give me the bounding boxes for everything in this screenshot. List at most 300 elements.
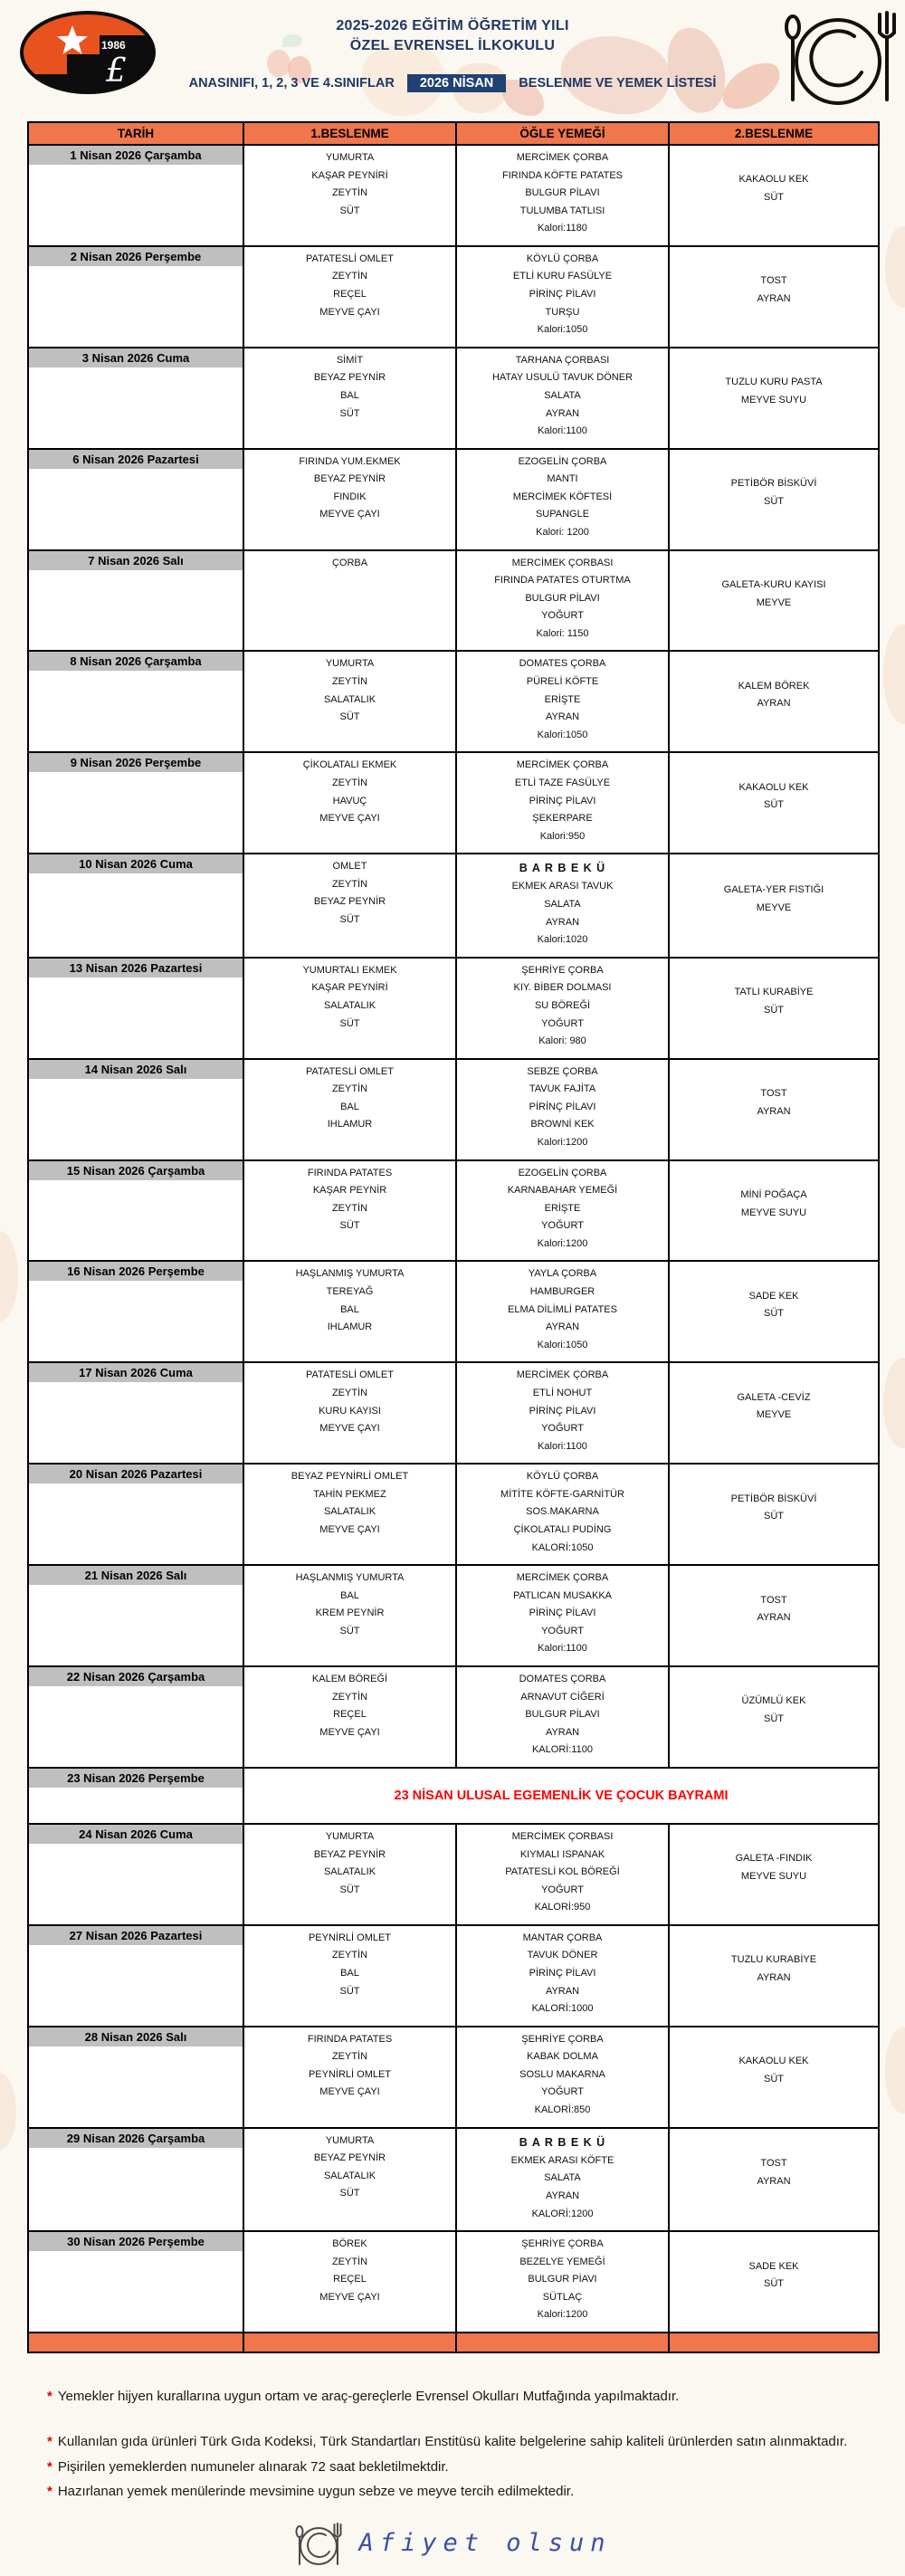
menu-row	[28, 1059, 879, 1160]
date-label: 15 Nisan 2026 Çarşamba	[29, 1161, 243, 1180]
edge-decoration	[883, 1358, 905, 1448]
date-label: 3 Nisan 2026 Cuma	[29, 348, 243, 367]
menu-item: PİRİNÇ PİLAVI	[529, 1101, 596, 1112]
plate-cutlery-icon	[767, 2, 903, 116]
menu-item: EKMEK ARASI KÖFTE	[510, 2154, 614, 2166]
menu-item: MANTI	[547, 473, 578, 485]
menu-item: ZEYTİN	[331, 187, 368, 199]
menu-item: ZEYTİN	[331, 676, 368, 688]
asterisk-icon: *	[47, 2434, 52, 2450]
menu-row	[28, 145, 879, 246]
menu-item: PETİBÖR BİSKÜVİ	[730, 1493, 817, 1504]
menu-item: AYRAN	[757, 1971, 791, 1983]
menu-item: PATATESLİ OMLET	[306, 1065, 394, 1077]
menu-item: ZEYTİN	[331, 1691, 368, 1703]
breakfast-cell	[243, 958, 456, 1059]
menu-item: TOST	[760, 275, 787, 287]
menu-item: KIY. BİBER DOLMASI	[513, 982, 612, 994]
menu-item: MEYVE ÇAYI	[319, 1726, 380, 1738]
menu-item: TOST	[760, 1594, 787, 1606]
menu-row	[28, 1464, 879, 1565]
lunch-cell	[456, 1925, 669, 2027]
menu-item: SÜT	[764, 1308, 784, 1320]
edge-decoration	[0, 1231, 18, 1321]
menu-item: KAŞAR PEYNİR	[312, 1185, 387, 1197]
menu-row	[28, 2128, 879, 2232]
menu-item: BEYAZ PEYNİR	[313, 473, 386, 485]
date-label: 20 Nisan 2026 Pazartesi	[29, 1465, 243, 1484]
menu-row	[28, 651, 879, 752]
lunch-cell	[456, 2231, 669, 2333]
menu-item: ŞEHRİYE ÇORBA	[521, 964, 604, 976]
menu-item: MERCİMEK ÇORBA	[516, 759, 609, 771]
menu-row	[28, 1824, 879, 1925]
menu-item: ETLİ KURU FASÜLYE	[512, 271, 613, 282]
menu-item: MERCİMEK ÇORBA	[516, 1572, 609, 1584]
menu-item: DOMATES ÇORBA	[519, 658, 606, 670]
menu-item: SALATA	[544, 899, 581, 911]
menu-item: BAL	[340, 389, 359, 401]
menu-item: ZEYTİN	[331, 1950, 368, 1961]
menu-item: ETLİ NOHUT	[532, 1387, 593, 1398]
menu-item: TAVUK DÖNER	[527, 1950, 598, 1961]
menu-item: AYRAN	[757, 292, 791, 304]
date-cell	[28, 1925, 243, 2027]
breakfast-cell	[243, 1666, 456, 1768]
menu-item: KAKAOLU KEK	[738, 2056, 809, 2067]
date-label: 6 Nisan 2026 Pazartesi	[29, 450, 243, 469]
menu-item: ERİŞTE	[544, 693, 581, 705]
menu-item: YOĞURT	[541, 1017, 584, 1029]
menu-item: EZOGELİN ÇORBA	[518, 1167, 607, 1178]
menu-item: BAL	[340, 1303, 359, 1315]
menu-item: HATAY USULÜ TAVUK DÖNER	[491, 372, 634, 384]
menu-item: PİRİNÇ PİLAVI	[529, 1405, 596, 1417]
footnote-text: Hazırlanan yemek menülerinde mevsimine uygun sebze ve meyve tercih edilmektedir.	[57, 2483, 575, 2499]
date-label: 27 Nisan 2026 Pazartesi	[29, 1926, 243, 1945]
lunch-cell	[456, 449, 669, 550]
banner	[0, 0, 905, 119]
menu-item: YOĞURT	[541, 2086, 584, 2098]
menu-item: TEREYAĞ	[326, 1286, 374, 1298]
menu-item: EKMEK ARASI TAVUK	[511, 881, 614, 892]
date-cell	[28, 958, 243, 1059]
menu-item: ETLİ TAZE FASÜLYE	[514, 777, 611, 788]
menu-item: SÜT	[764, 1004, 784, 1016]
snack-cell	[669, 2027, 879, 2128]
menu-item: SALATALIK	[323, 999, 376, 1011]
menu-item: Kalori:1200	[537, 2309, 588, 2321]
menu-item: BULGUR PİLAVI	[525, 1709, 600, 1721]
classes-label: ANASINIFI, 1, 2, 3 VE 4.SINIFLAR	[188, 76, 395, 91]
menu-item: SÜT	[339, 1884, 360, 1895]
menu-item: Kalori:1100	[538, 1440, 587, 1452]
lunch-cell	[456, 1666, 669, 1768]
menu-row	[28, 752, 879, 854]
lunch-cell	[456, 854, 669, 958]
snack-cell	[669, 246, 879, 348]
breakfast-cell	[243, 752, 456, 854]
menu-item: MEYVE SUYU	[740, 1207, 807, 1218]
menu-item: BEYAZ PEYNİR	[313, 372, 386, 384]
menu-item: Kalori:950	[539, 830, 586, 842]
band-cell	[243, 2333, 456, 2352]
breakfast-cell	[243, 2027, 456, 2128]
menu-item: PİRİNÇ PİLAVI	[529, 289, 596, 301]
menu-item: Kalori: 1200	[536, 526, 589, 538]
menu-item: KAKAOLU KEK	[738, 174, 809, 186]
menu-item: SÜT	[764, 1511, 784, 1522]
footnote	[47, 2458, 869, 2476]
lunch-cell	[456, 752, 669, 854]
band-cell	[28, 2333, 243, 2352]
menu-item: KAKAOLU KEK	[738, 781, 809, 793]
lunch-cell	[456, 348, 669, 449]
menu-item: MEYVE SUYU	[740, 1870, 807, 1882]
holiday-row	[28, 1768, 879, 1824]
menu-item: SÜT	[339, 1017, 360, 1029]
menu-item: SÜT	[339, 1985, 360, 1997]
menu-item: SÜT	[339, 407, 360, 419]
lunch-cell	[456, 2128, 669, 2232]
date-label: 7 Nisan 2026 Salı	[29, 551, 243, 570]
lunch-cell	[456, 1464, 669, 1565]
menu-item: SÜT	[339, 2188, 360, 2199]
menu-item: OMLET	[332, 861, 367, 873]
menu-item: KALORİ:1100	[531, 1744, 594, 1756]
breakfast-cell	[243, 1925, 456, 2027]
menu-item: AYRAN	[545, 2190, 580, 2201]
snack-cell	[669, 651, 879, 752]
menu-item: ŞEHRİYE ÇORBA	[521, 2033, 604, 2045]
menu-item: PETİBÖR BİSKÜVİ	[730, 478, 817, 490]
menu-item: MERCİMEK ÇORBA	[516, 1369, 609, 1381]
snack-cell	[669, 449, 879, 550]
date-label: 1 Nisan 2026 Çarşamba	[29, 146, 243, 165]
menu-item: SÜT	[764, 2278, 784, 2290]
menu-row	[28, 1362, 879, 1464]
menu-row	[28, 2027, 879, 2128]
menu-item: TUZLU KURU PASTA	[725, 377, 823, 388]
menu-item: DOMATES ÇORBA	[519, 1674, 606, 1685]
menu-item: MEYVE SUYU	[740, 394, 807, 405]
menu-item: Kalori:1100	[538, 425, 587, 437]
menu-item: KALORİ:1000	[531, 2003, 594, 2015]
date-cell	[28, 1464, 243, 1565]
menu-item: ZEYTİN	[331, 271, 368, 282]
menu-item: YUMURTA	[325, 2134, 375, 2146]
menu-item: ERİŞTE	[544, 1202, 581, 1214]
snack-cell	[669, 1362, 879, 1464]
lunch-cell	[456, 550, 669, 652]
band-cell	[456, 2333, 669, 2352]
date-cell	[28, 2128, 243, 2232]
date-cell	[28, 1261, 243, 1362]
menu-item: AYRAN	[757, 698, 791, 710]
date-cell	[28, 752, 243, 854]
menu-item: SALATALIK	[323, 693, 376, 705]
menu-row	[28, 348, 879, 449]
menu-item: REÇEL	[333, 289, 367, 301]
menu-item: ELMA DİLİMLİ PATATES	[508, 1303, 617, 1315]
date-label: 10 Nisan 2026 Cuma	[29, 854, 243, 873]
menu-item: KÖYLÜ ÇORBA	[526, 1471, 599, 1483]
breakfast-cell	[243, 854, 456, 958]
menu-item: AYRAN	[545, 1726, 580, 1738]
edge-decoration	[883, 625, 905, 724]
date-label: 30 Nisan 2026 Perşembe	[29, 2232, 243, 2251]
menu-item: SÜT	[339, 711, 360, 723]
menu-item: YAYLA ÇORBA	[528, 1268, 597, 1280]
menu-item: IHLAMUR	[327, 1119, 373, 1131]
menu-item: SADE KEK	[748, 1290, 799, 1302]
menu-item: TULUMBA TATLISI	[519, 205, 605, 216]
menu-table	[27, 121, 880, 2353]
menu-item: PÜRELİ KÖFTE	[526, 676, 599, 688]
menu-item: SÜT	[339, 1220, 360, 1232]
menu-item: MİTİTE KÖFTE-GARNİTÜR	[500, 1488, 624, 1500]
menu-item: Kalori: 1150	[536, 627, 589, 639]
menu-item: SÜT	[764, 1713, 784, 1724]
menu-row	[28, 449, 879, 550]
menu-item: AYRAN	[545, 916, 580, 928]
footnote	[47, 2388, 869, 2406]
date-cell	[28, 145, 243, 246]
menu-item: KIYMALI ISPANAK	[519, 1848, 605, 1860]
edge-decoration	[885, 2027, 905, 2113]
asterisk-icon: *	[47, 2483, 52, 2499]
column-header-breakfast1: 1.BESLENME	[243, 122, 456, 145]
table-footer-band	[28, 2333, 879, 2352]
breakfast-cell	[243, 2128, 456, 2232]
menu-item: MERCİMEK ÇORBASI	[511, 557, 614, 568]
menu-item: ZEYTİN	[331, 1083, 368, 1095]
menu-item: TAHİN PEKMEZ	[313, 1488, 386, 1500]
menu-item: PİRİNÇ PİLAVI	[529, 1608, 596, 1619]
logo-letter-text: £	[106, 52, 127, 90]
holiday-banner: 23 NİSAN ULUSAL EGEMENLİK VE ÇOCUK BAYRAMI	[243, 1768, 879, 1824]
menu-item: ZEYTİN	[331, 2051, 368, 2063]
school-name-title: ÖZEL EVRENSEL İLKOKULU	[349, 37, 556, 53]
menu-item: KARNABAHAR YEMEĞİ	[507, 1185, 618, 1197]
menu-item: TUZLU KURABİYE	[730, 1954, 817, 1966]
column-header-breakfast2: 2.BESLENME	[669, 122, 879, 145]
snack-cell	[669, 2231, 879, 2333]
snack-cell	[669, 348, 879, 449]
menu-item: MEYVE ÇAYI	[319, 306, 380, 318]
menu-item: YUMURTA	[325, 1830, 375, 1842]
menu-item: PEYNİRLİ OMLET	[308, 1932, 392, 1943]
date-cell	[28, 1824, 243, 1925]
menu-item: HAŞLANMIŞ YUMURTA	[295, 1572, 405, 1584]
menu-item: Kalori:1200	[537, 1237, 588, 1249]
menu-item: ŞEKERPARE	[532, 813, 593, 825]
date-label: 23 Nisan 2026 Perşembe	[29, 1769, 243, 1788]
menu-item: IHLAMUR	[327, 1321, 373, 1333]
menu-item: BEYAZ PEYNİRLİ OMLET	[291, 1471, 409, 1483]
menu-item: KALORİ:1200	[531, 2208, 594, 2219]
menu-item: GALETA-YER FISTIĞI	[723, 883, 824, 895]
breakfast-cell	[243, 651, 456, 752]
menu-item: SALATA	[544, 389, 581, 401]
breakfast-cell	[243, 1160, 456, 1262]
menu-item: MİNİ POĞAÇA	[740, 1188, 807, 1200]
snack-cell	[669, 1464, 879, 1565]
menu-item: AYRAN	[757, 1612, 791, 1624]
menu-item: GALETA -CEVİZ	[737, 1391, 811, 1403]
menu-item: Kalori:1050	[537, 324, 588, 336]
menu-item: SOS.MAKARNA	[526, 1506, 599, 1518]
date-cell	[28, 246, 243, 348]
date-label: 29 Nisan 2026 Çarşamba	[29, 2129, 243, 2148]
lunch-cell	[456, 651, 669, 752]
menu-item: KALORİ:850	[534, 2104, 591, 2116]
menu-item: Kalori:1050	[537, 1339, 588, 1350]
menu-item: REÇEL	[333, 1709, 367, 1721]
menu-item: FIRINDA PATATES OTURTMA	[494, 575, 631, 587]
menu-item: MEYVE	[756, 596, 792, 608]
breakfast-cell	[243, 348, 456, 449]
menu-item: SOSLU MAKARNA	[519, 2068, 605, 2080]
menu-item: MEYVE ÇAYI	[319, 813, 380, 825]
breakfast-cell	[243, 449, 456, 550]
menu-item: ÇORBA	[331, 557, 368, 568]
asterisk-icon: *	[47, 2458, 52, 2475]
snack-cell	[669, 1261, 879, 1362]
lunch-title: B A R B E K Ü	[519, 2135, 606, 2149]
menu-item: YUMURTALI EKMEK	[302, 964, 397, 976]
lunch-cell	[456, 1362, 669, 1464]
breakfast-cell	[243, 1565, 456, 1666]
menu-item: AYRAN	[545, 1321, 580, 1333]
slogan: Afiyet olsun	[358, 2528, 612, 2557]
menu-item: AYRAN	[545, 407, 580, 419]
menu-item: SÜTLAÇ	[542, 2291, 583, 2303]
menu-item: PİRİNÇ PİLAVI	[529, 795, 596, 806]
lunch-title: B A R B E K Ü	[519, 862, 606, 875]
breakfast-cell	[243, 2231, 456, 2333]
menu-item: MEYVE ÇAYI	[319, 1523, 380, 1535]
menu-item: ZEYTİN	[331, 2256, 368, 2267]
menu-item: KALEM BÖREK	[738, 680, 810, 692]
menu-item: Kalori:1050	[537, 729, 588, 740]
menu-item: KÖYLÜ ÇORBA	[526, 253, 599, 264]
menu-item: SADE KEK	[748, 2260, 799, 2272]
snack-cell	[669, 854, 879, 958]
slogan-row	[0, 2514, 905, 2571]
date-label: 17 Nisan 2026 Cuma	[29, 1363, 243, 1382]
snack-cell	[669, 1565, 879, 1666]
menu-item: AYRAN	[545, 1985, 580, 1997]
plate-icon-small	[293, 2514, 344, 2571]
menu-item: MEYVE	[756, 1409, 792, 1421]
menu-item: YUMURTA	[325, 658, 375, 670]
menu-item: YOĞURT	[541, 1423, 584, 1435]
menu-item: SALATALIK	[323, 2170, 376, 2181]
menu-item: TARHANA ÇORBASI	[515, 354, 610, 366]
menu-item: MERCİMEK ÇORBASI	[511, 1830, 614, 1842]
date-cell	[28, 1160, 243, 1262]
menu-item: SÜT	[764, 799, 784, 811]
menu-item: KALORİ:950	[534, 1902, 591, 1913]
lunch-cell	[456, 958, 669, 1059]
breakfast-cell	[243, 1059, 456, 1160]
menu-item: KAŞAR PEYNİRİ	[311, 169, 388, 181]
menu-item: HAMBURGER	[529, 1286, 595, 1298]
menu-item: ARNAVUT CİĞERİ	[520, 1691, 605, 1703]
date-label: 2 Nisan 2026 Perşembe	[29, 247, 243, 266]
menu-item: FIRINDA PATATES	[307, 2033, 393, 2045]
snack-cell	[669, 1059, 879, 1160]
menu-row	[28, 1261, 879, 1362]
menu-item: MEYVE ÇAYI	[319, 1423, 380, 1435]
month-badge: 2026 NİSAN	[407, 74, 506, 92]
menu-item: MERCİMEK KÖFTESİ	[512, 491, 613, 502]
date-label: 28 Nisan 2026 Salı	[29, 2027, 243, 2046]
menu-item: SÜT	[764, 191, 784, 203]
menu-item: Kalori:1100	[538, 1643, 587, 1655]
logo-year-text: 1986	[101, 39, 126, 52]
date-label: 8 Nisan 2026 Çarşamba	[29, 652, 243, 671]
footnote-text: Pişirilen yemeklerden numuneler alınarak 72 saat bekletilmektdir.	[57, 2458, 449, 2475]
menu-item: KURU KAYISI	[319, 1405, 381, 1417]
menu-item: TATLI KURABİYE	[734, 987, 814, 998]
snack-cell	[669, 1666, 879, 1768]
menu-item: BAL	[340, 1101, 359, 1112]
menu-row	[28, 958, 879, 1059]
date-label: 24 Nisan 2026 Cuma	[29, 1825, 243, 1844]
list-label: BESLENME VE YEMEK LİSTESİ	[519, 76, 717, 91]
date-cell	[28, 449, 243, 550]
menu-item: Kalori:1180	[538, 223, 587, 234]
menu-item: SÜT	[339, 205, 360, 216]
menu-item: BULGUR PİLAVI	[525, 187, 600, 199]
menu-item: Kalori:1200	[537, 1137, 588, 1148]
lunch-cell	[456, 2027, 669, 2128]
menu-item: ŞEHRİYE ÇORBA	[521, 2238, 604, 2250]
menu-item: BÖREK	[332, 2238, 367, 2250]
lunch-cell	[456, 1565, 669, 1666]
menu-item: GALETA -FINDIK	[735, 1853, 813, 1865]
menu-item: MEYVE ÇAYI	[319, 2086, 380, 2098]
menu-row	[28, 854, 879, 958]
menu-item: TOST	[760, 2158, 787, 2170]
menu-row	[28, 1160, 879, 1262]
snack-cell	[669, 1925, 879, 2027]
menu-item: MEYVE	[756, 902, 792, 913]
menu-item: BULGUR PİAVI	[528, 2274, 597, 2285]
table-header-row	[28, 122, 879, 145]
menu-item: ÜZÜMLÜ KEK	[741, 1695, 806, 1707]
menu-item: SUPANGLE	[535, 509, 590, 520]
menu-item: SÜT	[339, 1625, 360, 1636]
menu-row	[28, 1565, 879, 1666]
menu-item: SALATALIK	[323, 1506, 376, 1518]
date-label: 14 Nisan 2026 Salı	[29, 1060, 243, 1079]
date-cell	[28, 1362, 243, 1464]
menu-item: YOĞURT	[541, 610, 584, 622]
menu-item: KABAK DOLMA	[527, 2051, 598, 2063]
breakfast-cell	[243, 1824, 456, 1925]
menu-item: PİRİNÇ PİLAVI	[529, 1967, 596, 1979]
snack-cell	[669, 2128, 879, 2232]
date-cell	[28, 1666, 243, 1768]
menu-item: FIRINDA YUM.EKMEK	[299, 455, 401, 467]
menu-item: AYRAN	[545, 711, 580, 723]
breakfast-cell	[243, 1261, 456, 1362]
date-label: 13 Nisan 2026 Pazartesi	[29, 959, 243, 978]
menu-item: BAL	[340, 1967, 359, 1979]
